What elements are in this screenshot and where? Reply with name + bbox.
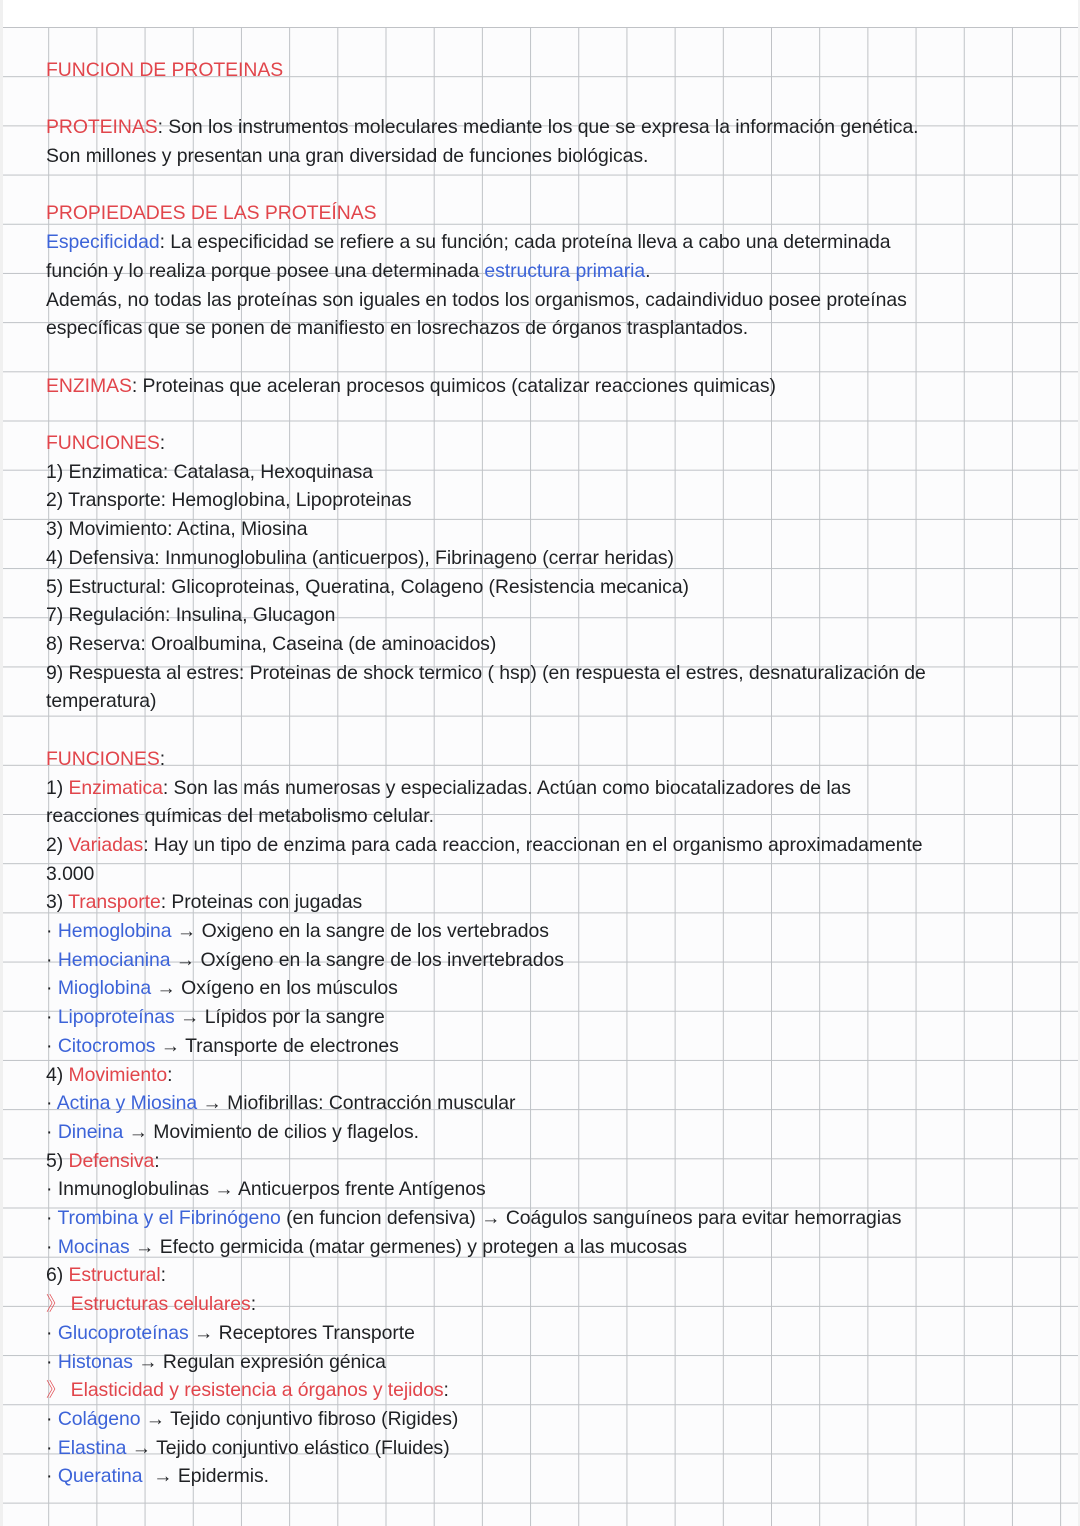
bullet-icon: · [46, 1436, 53, 1459]
bullet-desc: Anticuerpos frente Antígenos [237, 1178, 486, 1201]
arrow-icon: → [160, 1034, 181, 1057]
item-term: Movimiento [63, 1063, 168, 1086]
funciones-1-item [46, 544, 1036, 573]
subheading-colon: : [443, 1379, 449, 1402]
transporte-bullet [46, 1032, 1036, 1061]
funciones-2-item-4 [46, 1061, 1036, 1090]
enzimas-definition [46, 372, 1036, 401]
bullet-desc: Transporte de electrones [185, 1034, 399, 1057]
funciones-1-item [46, 515, 1036, 544]
arrow-icon: → [175, 948, 196, 971]
bullet-term: Inmunoglobulinas [57, 1178, 210, 1201]
bullet-desc: Oxígeno en los músculos [181, 977, 398, 1000]
page-left-edge [0, 0, 3, 1526]
funciones-1-item [46, 659, 1036, 688]
enzimas-text: Proteinas que aceleran procesos quimicos (catalizar reacciones quimicas) [137, 374, 776, 397]
bullet-icon: · [46, 1034, 53, 1057]
funciones-1-item-text: Defensiva: Inmunoglobulina (anticuerpos), Fibrinageno (cerrar heridas) [63, 546, 674, 569]
arrow-icon: → [138, 1350, 158, 1373]
item-number: 1) [46, 776, 64, 799]
bullet-icon: · [46, 1178, 53, 1201]
spacer [46, 171, 1036, 200]
funciones-2-item-1-wrap: reacciones químicas del metabolismo celular. [46, 805, 434, 828]
item-number: 4) [46, 1063, 64, 1086]
arrow-icon: → [214, 1178, 234, 1201]
bullet-mid: (en funcion defensiva) [280, 1207, 482, 1230]
subheading-label: Elasticidad y resistencia a órganos y tejidos [65, 1379, 444, 1402]
defensiva-bullet [46, 1233, 1036, 1262]
especificidad-text-1: La especificidad se refiere a su función; cada proteína lleva a cabo una determinada [164, 231, 891, 254]
funciones-1-item [46, 486, 1036, 515]
bullet-desc: Regulan expresión génica [162, 1350, 386, 1373]
bullet-term: Actina y Miosina [56, 1092, 198, 1115]
funciones-1-item-number: 1) [46, 460, 64, 483]
bullet-term: Glucoproteínas [57, 1321, 189, 1344]
chevron-icon: 》 [46, 1293, 66, 1316]
bullet-desc: Movimiento de cilios y flagelos. [153, 1120, 419, 1143]
bullet-term: Citocromos [57, 1034, 156, 1057]
funciones-1-item [46, 601, 1036, 630]
bullet-desc: Coágulos sanguíneos para evitar hemorragias [505, 1207, 902, 1230]
item-number: 6) [46, 1264, 64, 1287]
item-number: 5) [46, 1149, 64, 1172]
arrow-icon: → [202, 1092, 222, 1115]
proteinas-label: PROTEINAS [46, 116, 158, 139]
bullet-desc: Epidermis. [177, 1465, 269, 1488]
funciones-1-item [46, 458, 1036, 487]
spacer [46, 343, 1036, 372]
bullet-desc: Receptores Transporte [218, 1321, 415, 1344]
especificidad-line-1 [46, 228, 1036, 257]
funciones-1-heading-colon: : [159, 432, 166, 455]
elasticidad-subheading [46, 1376, 1036, 1405]
proteinas-definition-line-2: Son millones y presentan una gran diversidad de funciones biológicas. [46, 145, 649, 168]
item-colon: : [143, 833, 149, 856]
funciones-1-item-number: 4) [46, 546, 64, 569]
bullet-icon: · [46, 920, 53, 943]
funciones-2-heading-label: FUNCIONES [46, 747, 160, 770]
bullet-term: Hemoglobina [57, 920, 172, 943]
movimiento-bullet [46, 1118, 1036, 1147]
item-term: Variadas [63, 833, 144, 856]
bullet-term: Queratina [57, 1465, 148, 1488]
bullet-desc: Oxígeno en la sangre de los invertebrados [200, 948, 564, 971]
funciones-1-item-number: 9) [46, 661, 64, 684]
item-colon: : [162, 776, 169, 799]
funciones-1-item-text: Respuesta al estres: Proteinas de shock termico ( hsp) (en respuesta el estres, desnaturalización de [63, 661, 926, 684]
page-top-margin [0, 0, 1080, 27]
spacer [46, 716, 1036, 745]
bullet-term: Trombina y el Fibrinógeno [57, 1207, 281, 1230]
propiedades-heading: PROPIEDADES DE LAS PROTEÍNAS [46, 202, 377, 225]
funciones-1-item-text: Reserva: Oroalbumina, Caseina (de aminoacidos) [63, 633, 497, 655]
bullet-desc: Tejido conjuntivo fibroso (Rigides) [170, 1407, 459, 1430]
bullet-desc: Oxigeno en la sangre de los vertebrados [201, 920, 549, 943]
item-term: Enzimatica [63, 776, 163, 799]
funciones-1-heading [46, 429, 1036, 458]
arrow-icon: → [135, 1235, 155, 1258]
funciones-1-item-number: 2) [46, 489, 64, 512]
bullet-term: Lipoproteínas [57, 1006, 175, 1029]
elasticidad-bullet [46, 1462, 1036, 1491]
item-term: Transporte [63, 891, 161, 914]
transporte-bullet [46, 946, 1036, 975]
especificidad-line-3: Además, no todas las proteínas son iguales en todos los organismos, cadaindividuo posee proteínas [46, 288, 907, 311]
item-colon: : [160, 891, 167, 914]
bullet-term: Mioglobina [57, 977, 152, 1000]
funciones-1-item-text: Transporte: Hemoglobina, Lipoproteinas [63, 489, 412, 512]
funciones-2-heading-colon: : [159, 747, 166, 770]
item-text: Son las más numerosas y especializadas. Actúan como biocatalizadores de las [168, 776, 851, 799]
note-content [46, 56, 1036, 1491]
bullet-desc: Lípidos por la sangre [204, 1006, 385, 1029]
spacer [46, 400, 1036, 429]
estructuras-celulares-subheading [46, 1290, 1036, 1319]
elasticidad-bullet [46, 1434, 1036, 1463]
elasticidad-bullet [46, 1405, 1036, 1434]
item-term: Defensiva [63, 1149, 155, 1172]
estructura-primaria-term: estructura primaria [484, 259, 646, 282]
arrow-icon: → [481, 1207, 501, 1230]
funciones-1-item-text: Movimiento: Actina, Miosina [63, 518, 308, 541]
bullet-term: Hemocianina [57, 948, 171, 971]
funciones-2-item-2-wrap: 3.000 [46, 862, 95, 885]
funciones-1-item-number: 3) [46, 518, 64, 541]
estructural-bullet [46, 1348, 1036, 1377]
item-colon: : [160, 1264, 166, 1287]
estructural-bullet [46, 1319, 1036, 1348]
especificidad-line-2 [46, 257, 1036, 286]
proteinas-text-1: Son los instrumentos moleculares mediante los que se expresa la información genética. [162, 116, 919, 139]
bullet-term: Histonas [57, 1350, 133, 1373]
item-colon: : [154, 1149, 160, 1172]
bullet-term: Elastina [57, 1436, 127, 1459]
bullet-icon: · [46, 948, 53, 971]
especificidad-text-2b: . [645, 259, 651, 282]
chevron-icon: 》 [46, 1379, 66, 1402]
funciones-1-heading-label: FUNCIONES [46, 432, 160, 455]
bullet-desc: Efecto germicida (matar germenes) y protegen a las mucosas [159, 1235, 688, 1258]
movimiento-bullet [46, 1089, 1036, 1118]
bullet-term: Dineina [57, 1120, 124, 1143]
bullet-icon: · [46, 1350, 53, 1373]
funciones-1-item [46, 573, 1036, 602]
page-title: FUNCION DE PROTEINAS [46, 59, 284, 81]
arrow-icon: → [180, 1006, 200, 1029]
arrow-icon: → [145, 1407, 166, 1430]
subheading-colon: : [250, 1293, 257, 1316]
funciones-2-item-1 [46, 774, 1036, 803]
proteinas-definition-line-1 [46, 113, 1036, 142]
subheading-label: Estructuras celulares [65, 1293, 251, 1316]
funciones-1-item [46, 630, 1036, 659]
arrow-icon: → [193, 1321, 214, 1344]
defensiva-bullet [46, 1204, 1036, 1233]
transporte-bullet [46, 917, 1036, 946]
funciones-2-heading [46, 745, 1036, 774]
spacer [46, 85, 1036, 114]
bullet-icon: · [46, 1006, 53, 1029]
arrow-icon: → [153, 1465, 173, 1488]
funciones-2-item-3 [46, 888, 1036, 917]
defensiva-bullet [46, 1175, 1036, 1204]
funciones-2-item-2 [46, 831, 1036, 860]
funciones-1-item-wrap: temperatura) [46, 690, 157, 713]
bullet-icon: · [46, 1235, 53, 1258]
especificidad-label: Especificidad [46, 231, 160, 254]
bullet-term: Colágeno [57, 1407, 141, 1430]
funciones-1-item-text: Estructural: Glicoproteinas, Queratina, Colageno (Resistencia mecanica) [63, 575, 689, 598]
funciones-1-item-number: 5) [46, 575, 64, 598]
arrow-icon: → [131, 1436, 152, 1459]
enzimas-colon: : [131, 374, 138, 397]
arrow-icon: → [128, 1120, 148, 1143]
transporte-bullet [46, 1003, 1036, 1032]
arrow-icon: → [176, 920, 197, 943]
bullet-icon: · [46, 1207, 53, 1230]
bullet-icon: · [46, 1407, 53, 1430]
arrow-icon: → [156, 977, 176, 1000]
bullet-desc: Miofibrillas: Contracción muscular [227, 1092, 516, 1115]
item-text: Proteinas con jugadas [166, 891, 363, 914]
funciones-1-item-number: 8) [46, 633, 64, 655]
especificidad-colon: : [159, 231, 165, 254]
especificidad-line-4: específicas que se ponen de manifiesto en losrechazos de órganos trasplantados. [46, 317, 749, 340]
bullet-desc: Tejido conjuntivo elástico (Fluides) [156, 1436, 450, 1459]
item-text: Hay un tipo de enzima para cada reaccion, reaccionan en el organismo aproximadamente [148, 833, 923, 856]
bullet-icon: · [46, 1321, 53, 1344]
funciones-2-item-6 [46, 1261, 1036, 1290]
bullet-term: Mocinas [57, 1235, 130, 1258]
item-colon: : [167, 1063, 173, 1086]
bullet-icon: · [46, 1465, 53, 1488]
proteinas-colon: : [157, 116, 163, 139]
bullet-icon: · [46, 1120, 53, 1143]
item-number: 2) [46, 833, 64, 856]
funciones-1-item-number: 7) [46, 604, 64, 627]
bullet-icon: · [46, 977, 53, 1000]
transporte-bullet [46, 974, 1036, 1003]
especificidad-text-2a: función y lo realiza porque posee una determinada [46, 259, 485, 282]
item-term: Estructural [63, 1264, 161, 1287]
bullet-icon: · [46, 1092, 53, 1115]
funciones-1-item-text: Regulación: Insulina, Glucagon [63, 604, 336, 627]
funciones-1-item-text: Enzimatica: Catalasa, Hexoquinasa [63, 460, 373, 483]
enzimas-label: ENZIMAS [46, 374, 132, 397]
funciones-2-item-5 [46, 1147, 1036, 1176]
item-number: 3) [46, 891, 64, 914]
